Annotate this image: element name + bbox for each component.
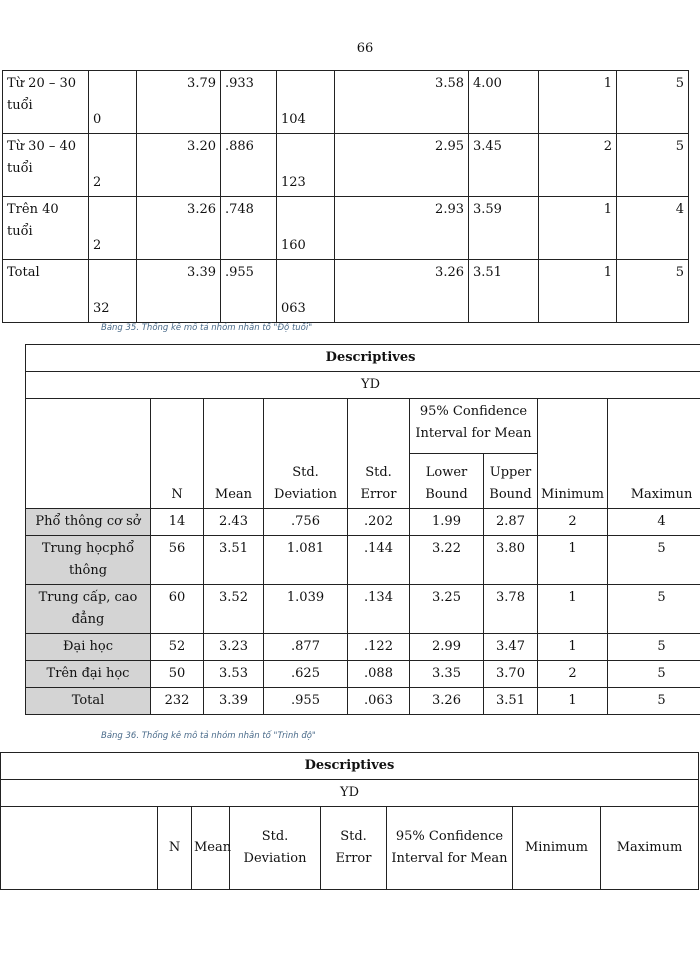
cell-mean: 3.39 <box>137 260 221 323</box>
cell-minimum: 2 <box>539 134 617 197</box>
table-row <box>26 509 700 536</box>
cell-minimum: 2 <box>538 661 608 688</box>
table-row <box>3 134 689 197</box>
cell-upper-bound: 3.70 <box>484 661 538 688</box>
cell-std-error: .202 <box>348 509 410 536</box>
cell-mean: 3.79 <box>137 71 221 134</box>
cell-std-deviation: 1.039 <box>264 585 348 634</box>
cell-lower-bound: 3.35 <box>410 661 484 688</box>
cell-maximum: 5 <box>617 260 689 323</box>
next-descriptives-table <box>0 752 699 890</box>
header-std-deviation: Std. Deviation <box>230 807 321 890</box>
cell-n: 0 <box>89 71 137 134</box>
cell-maximum: 5 <box>608 688 700 715</box>
cell-upper-bound: 4.00 <box>469 71 539 134</box>
cell-lower-bound: 3.58 <box>335 71 469 134</box>
cell-maximum: 4 <box>608 509 700 536</box>
cell-std-deviation: .756 <box>264 509 348 536</box>
header-mean: Mean <box>204 399 264 509</box>
cell-std-deviation: .933 <box>221 71 277 134</box>
table-row <box>26 661 700 688</box>
cell-lower-bound: 3.22 <box>410 536 484 585</box>
variable-name: YD <box>26 372 700 399</box>
table-row <box>26 688 700 715</box>
cell-lower-bound: 3.26 <box>335 260 469 323</box>
cell-std-deviation: 1.081 <box>264 536 348 585</box>
cell-upper-bound: 3.45 <box>469 134 539 197</box>
cell-lower-bound: 3.26 <box>410 688 484 715</box>
variable-name: YD <box>1 780 699 807</box>
cell-upper-bound: 3.78 <box>484 585 538 634</box>
header-std-error: Std. Error <box>348 399 410 509</box>
header-lower-bound: Lower Bound <box>410 454 484 509</box>
cell-lower-bound: 3.25 <box>410 585 484 634</box>
cell-n: 232 <box>151 688 204 715</box>
header-confidence-interval: 95% Confidence Interval for Mean <box>387 807 513 890</box>
cell-n: 14 <box>151 509 204 536</box>
empty-header-cell <box>1 807 158 890</box>
header-upper-bound: Upper Bound <box>484 454 538 509</box>
cell-upper-bound: 3.51 <box>484 688 538 715</box>
cell-lower-bound: 2.93 <box>335 197 469 260</box>
cell-upper-bound: 3.51 <box>469 260 539 323</box>
row-label: Đại học <box>26 634 151 661</box>
header-n: N <box>158 807 192 890</box>
age-descriptives-table <box>2 70 689 323</box>
cell-upper-bound: 3.59 <box>469 197 539 260</box>
cell-std-deviation: .748 <box>221 197 277 260</box>
cell-n: 50 <box>151 661 204 688</box>
table-row <box>26 585 700 634</box>
cell-std-deviation: .886 <box>221 134 277 197</box>
cell-minimum: 1 <box>538 585 608 634</box>
cell-minimum: 1 <box>539 260 617 323</box>
cell-std-error: .144 <box>348 536 410 585</box>
table-title: Descriptives <box>1 753 699 780</box>
cell-maximum: 5 <box>608 585 700 634</box>
cell-mean: 3.52 <box>204 585 264 634</box>
header-std-deviation: Std. Deviation <box>264 399 348 509</box>
cell-n: 32 <box>89 260 137 323</box>
header-minimum: Minimum <box>538 399 608 509</box>
row-label: Trung cấp, cao đẳng <box>26 585 151 634</box>
header-std-error: Std. Error <box>321 807 387 890</box>
education-descriptives-table <box>25 344 700 715</box>
cell-mean: 3.20 <box>137 134 221 197</box>
cell-mean: 3.26 <box>137 197 221 260</box>
cell-minimum: 2 <box>538 509 608 536</box>
page-number: 66 <box>356 41 374 56</box>
cell-mean: 3.39 <box>204 688 264 715</box>
header-mean: Mean <box>192 807 230 890</box>
row-label: Từ 20 – 30 tuổi <box>3 71 89 134</box>
cell-mean: 2.43 <box>204 509 264 536</box>
table-title: Descriptives <box>26 345 700 372</box>
table-36-caption: Bảng 36. Thống kê mô tả nhóm nhân tố "Trình độ" <box>101 731 316 741</box>
table-row <box>26 536 700 585</box>
cell-lower-bound: 2.95 <box>335 134 469 197</box>
cell-n: 2 <box>89 134 137 197</box>
cell-maximum: 4 <box>617 197 689 260</box>
cell-maximum: 5 <box>617 71 689 134</box>
row-label: Total <box>3 260 89 323</box>
row-label: Trên 40 tuổi <box>3 197 89 260</box>
cell-upper-bound: 3.47 <box>484 634 538 661</box>
header-minimum: Minimum <box>513 807 601 890</box>
cell-std-error: 123 <box>277 134 335 197</box>
cell-n: 52 <box>151 634 204 661</box>
row-label: Phổ thông cơ sở <box>26 509 151 536</box>
table-row <box>3 260 689 323</box>
cell-std-deviation: .955 <box>221 260 277 323</box>
cell-minimum: 1 <box>538 536 608 585</box>
cell-std-error: 104 <box>277 71 335 134</box>
cell-maximum: 5 <box>608 536 700 585</box>
table-row <box>3 71 689 134</box>
cell-mean: 3.53 <box>204 661 264 688</box>
cell-mean: 3.23 <box>204 634 264 661</box>
row-label: Từ 30 – 40 tuổi <box>3 134 89 197</box>
empty-header-cell <box>26 399 151 509</box>
cell-maximum: 5 <box>608 634 700 661</box>
row-label: Trên đại học <box>26 661 151 688</box>
cell-std-error: 063 <box>277 260 335 323</box>
cell-minimum: 1 <box>538 634 608 661</box>
cell-minimum: 1 <box>539 71 617 134</box>
header-maximum: Maximum <box>601 807 699 890</box>
cell-minimum: 1 <box>538 688 608 715</box>
cell-n: 2 <box>89 197 137 260</box>
cell-std-deviation: .625 <box>264 661 348 688</box>
cell-std-error: .088 <box>348 661 410 688</box>
cell-minimum: 1 <box>539 197 617 260</box>
table-35-caption: Bảng 35. Thống kê mô tả nhóm nhân tố "Độ tuổi" <box>101 323 313 333</box>
table-row <box>26 634 700 661</box>
cell-std-error: 160 <box>277 197 335 260</box>
header-confidence-interval: 95% Confidence Interval for Mean <box>410 399 538 454</box>
cell-std-deviation: .877 <box>264 634 348 661</box>
cell-lower-bound: 2.99 <box>410 634 484 661</box>
cell-n: 56 <box>151 536 204 585</box>
cell-std-error: .134 <box>348 585 410 634</box>
cell-std-deviation: .955 <box>264 688 348 715</box>
row-label: Trung họcphổ thông <box>26 536 151 585</box>
cell-maximum: 5 <box>617 134 689 197</box>
cell-upper-bound: 2.87 <box>484 509 538 536</box>
cell-mean: 3.51 <box>204 536 264 585</box>
cell-lower-bound: 1.99 <box>410 509 484 536</box>
cell-std-error: .122 <box>348 634 410 661</box>
cell-n: 60 <box>151 585 204 634</box>
row-label: Total <box>26 688 151 715</box>
cell-maximum: 5 <box>608 661 700 688</box>
cell-upper-bound: 3.80 <box>484 536 538 585</box>
header-n: N <box>151 399 204 509</box>
header-maximum: Maximun <box>608 399 700 509</box>
table-row <box>3 197 689 260</box>
cell-std-error: .063 <box>348 688 410 715</box>
